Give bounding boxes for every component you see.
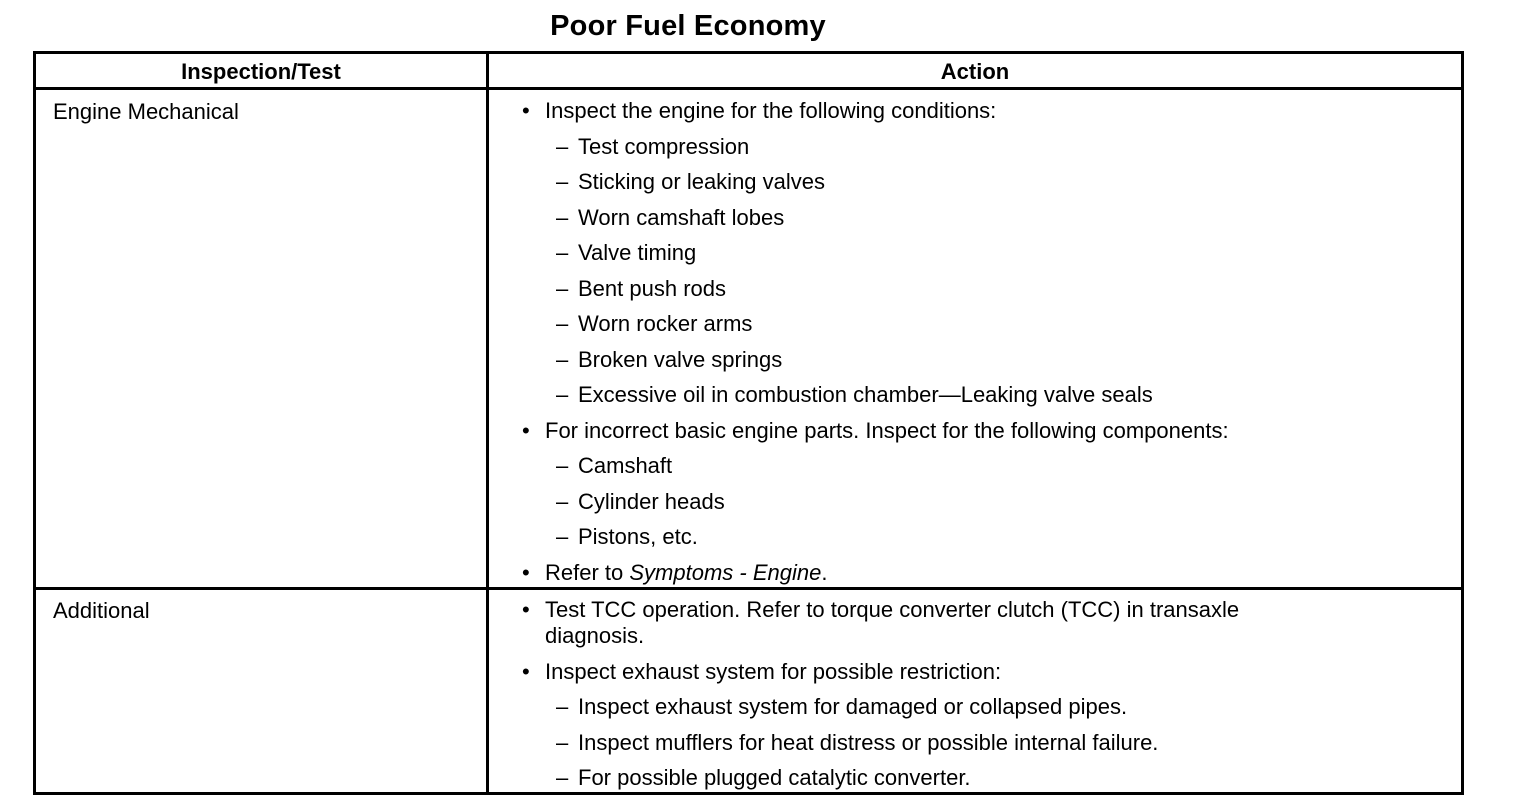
column-header-action: Action [940, 59, 1010, 84]
sub-item: – Camshaft [489, 453, 1449, 479]
sub-item: – Sticking or leaking valves [489, 169, 1449, 195]
sub-item: – Worn rocker arms [489, 311, 1449, 337]
action-cell-additional [489, 597, 1449, 791]
sub-item: – Test compression [489, 134, 1449, 160]
sub-item: – Cylinder heads [489, 489, 1449, 515]
header-divider [36, 87, 1461, 90]
bullet-line: • Test TCC operation. Refer to torque converter clutch (TCC) in transaxle [545, 597, 1240, 622]
sub-item: – Pistons, etc. [489, 524, 1449, 550]
row-divider [36, 587, 1461, 590]
bullet-item: • For incorrect basic engine parts. Inspect for the following components: [489, 418, 1449, 444]
bullet-item [489, 560, 1449, 586]
sub-item: – Worn camshaft lobes [489, 205, 1449, 231]
action-cell-engine-mechanical [489, 98, 1449, 586]
sub-item: – Bent push rods [489, 276, 1449, 302]
sub-item: – Inspect mufflers for heat distress or possible internal failure. [489, 730, 1449, 756]
page-title: Poor Fuel Economy [550, 10, 826, 42]
refer-suffix: . [821, 559, 828, 585]
bullet-line: diagnosis. [545, 623, 645, 648]
diagnostic-table [33, 51, 1464, 795]
bullet-item [489, 597, 1449, 649]
symptoms-engine-reference: Symptoms - Engine [629, 559, 822, 585]
sub-item: – Inspect exhaust system for damaged or collapsed pipes. [489, 694, 1449, 720]
column-header-inspection-test: Inspection/Test [181, 59, 341, 84]
sub-item: – Valve timing [489, 240, 1449, 266]
bullet-item: • Inspect the engine for the following conditions: [489, 98, 1449, 124]
sub-item: – Excessive oil in combustion chamber—Leaking valve seals [489, 382, 1449, 408]
sub-item: – Broken valve springs [489, 347, 1449, 373]
row-label-additional: Additional [53, 598, 150, 623]
sub-item: – For possible plugged catalytic converter. [489, 765, 1449, 791]
bullet-item: • Inspect exhaust system for possible restriction: [489, 659, 1449, 685]
refer-prefix: Refer to [545, 559, 630, 585]
row-label-engine-mechanical: Engine Mechanical [53, 99, 239, 124]
